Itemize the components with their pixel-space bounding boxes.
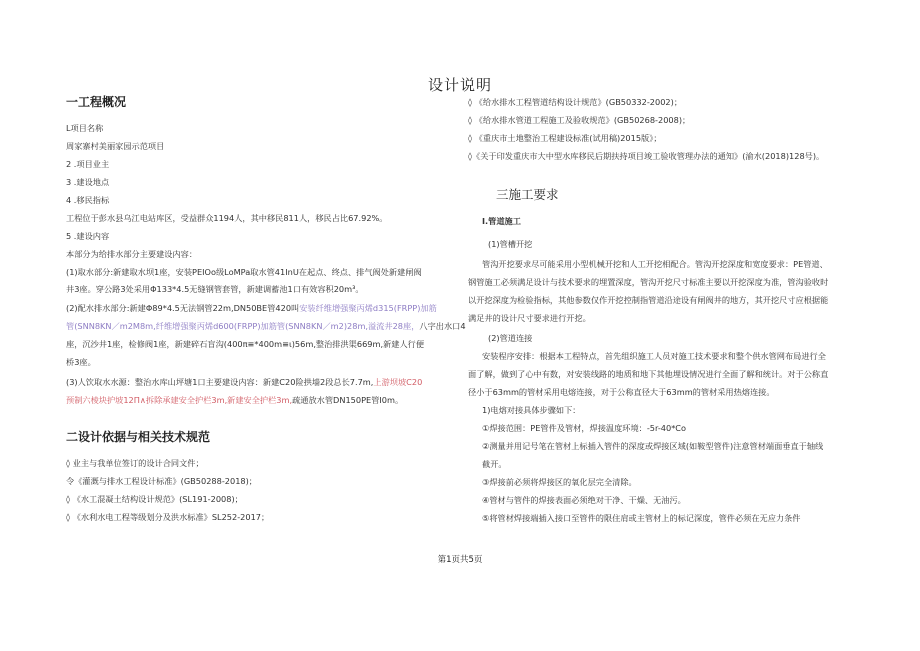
drainage-line2-text: 八字出水口4 (419, 321, 466, 331)
connection-step-continuation: 截开。 (482, 459, 507, 469)
item-location-label: 3 .建设地点 (66, 177, 110, 187)
reference-item: ◊ 《重庆市土地整治工程建设标准(试用稿)2015版》； (468, 133, 662, 143)
paragraph-drainage-line4: 桥3座。 (66, 357, 96, 367)
document-title: 设计说明 (427, 76, 492, 94)
section-heading-overview: 一工程概况 (66, 95, 127, 109)
paragraph-drainage-line3: 座，沉沙井1座，检修阀1座，新建碎石盲沟(400π≡*400m≡ι)56m,整治排洪渠669m,新建人行便 (66, 339, 425, 349)
item-owner-label: 2 .项目业主 (66, 159, 110, 169)
subsection-pipe-construction: I.管道施工 (482, 216, 521, 226)
reference-item: ◊《关于印发重庆市大中型水库移民后期扶持项目竣工验收管理办法的通知》(渝水(2018)128号)。 (468, 151, 825, 161)
reference-item: ◊ 《水工混凝土结构设计规范》(SL191-2008)； (66, 494, 243, 504)
paragraph-drainage-line1 (66, 301, 437, 315)
item-migrant-label: 4 .移民指标 (66, 195, 110, 205)
subsection-trench-excavation: (1)管槽开挖 (488, 239, 533, 249)
paragraph-drinking-water-line1 (66, 375, 422, 389)
item-content-label: 5 .建设内容 (66, 231, 110, 241)
connection-step: ②测量并用记号笔在管材上标插入管件的深度或焊接区域(如鞍型管件)注意管材端面垂直于轴线 (482, 441, 824, 451)
subsection-pipe-connection: (2)管道连接 (488, 333, 533, 343)
connection-steps-intro: 1)电熔对接具体步骤如下： (482, 405, 581, 415)
reference-item: 令《灌溉与排水工程设计标准》(GB50288-2018)； (66, 476, 257, 486)
item-project-name-label: L项目名称 (66, 123, 104, 133)
drainage-line1-text: (2)配水排水部分:新建Φ89*4.5无法钢管22m,DN50BE管420叫 (66, 303, 300, 313)
reference-item: ◊ 《给水排水工程管道结构设计规范》(GB50332-2002)； (468, 97, 683, 107)
reference-item: ◊ 业主与我单位签订的设计合同文件； (66, 458, 204, 468)
excavation-text-line3: 以开挖深度为检验指标，其他参数仅作开挖控制指管道沿途设有闸阀井的地方，其开挖尺寸应根据能 (468, 295, 829, 305)
drinking-water-line2-text: 疏通放水管DN150PE管I0m。 (292, 395, 404, 405)
paragraph-water-intake-line2: 井3座。穿公路3处采用Φ133*4.5无缝钢管套管，新建调蓄池1口有效容积20m³。 (66, 284, 364, 294)
drainage-line2-highlight: 管(SNN8KN／m2M8m,纤维增强聚丙烯d600(FRPP)加筋管(SNN8KN／m2)28m,溢流井28座， (66, 321, 420, 331)
reference-item: ◊ 《给水排水管道工程施工及验收规范》(GB50268-2008)； (468, 115, 691, 125)
excavation-text-line4: 满足井的设计尺寸要求进行开挖。 (468, 313, 591, 323)
section-heading-construction: 三施工要求 (496, 187, 559, 202)
excavation-text-line2: 钢管施工必须满足设计与技术要求的埋置深度，管沟开挖尺寸标准主要以开挖深度为准，管沟验收时 (468, 277, 829, 287)
drainage-line1-highlight: 安装纤维增强聚丙烯d315(FRPP)加筋 (299, 303, 437, 313)
drinking-water-line1-highlight: 上游坝坡C20 (373, 377, 423, 387)
section-heading-design-basis: 二设计依据与相关技术规范 (66, 430, 211, 444)
connection-text-line3: 径小于63mm的管材采用电熔连接，对于公称直径大于63mm的管材采用热熔连接。 (468, 387, 775, 397)
drinking-water-line2-highlight: 预制六棱块护坡12Π∧拆除承建安全护栏3m,新建安全护栏3m, (66, 395, 293, 405)
item-migrant-value: 工程位于彭水县乌江电站库区，受益群众1194人，其中移民811人，移民占比67.92%。 (66, 213, 388, 223)
connection-step: ③焊接前必须将焊接区的氧化层完全清除。 (482, 477, 637, 487)
excavation-text-line1: 管沟开挖要求尽可能采用小型机械开挖和人工开挖相配合。管沟开挖深度和宽度要求：PE管道、 (482, 259, 828, 269)
drinking-water-line1-text: (3)人饮取水水源：整治水库山坪塘1口主要建设内容：新建C20险拱墙2段总长7.7m, (66, 377, 374, 387)
connection-step: ④管材与管件的焊接表面必须绝对干净、干燥、无油污。 (482, 495, 686, 505)
paragraph-drinking-water-line2 (66, 393, 403, 407)
paragraph-water-intake-line1: (1)取水部分:新建取水坝1座，安装PEIOo级LoMPa取水管41InU在起点、终点、排气阀处新建闸阀 (66, 267, 422, 277)
connection-step: ①焊接范围：PE管件及管材，焊接温度环境：-5r-40*Co (482, 423, 687, 433)
item-content-intro: 本部分为给排水部分主要建设内容： (66, 249, 198, 259)
item-project-name-value: 周家寨村美丽家园示范项目 (66, 141, 165, 151)
connection-text-line2: 面了解，做到了心中有数，对安装线路的地质和地下其他埋设情况进行全面了解和统计。对于公称直 (468, 369, 829, 379)
page-number: 第1页共5页 (437, 555, 483, 565)
paragraph-drainage-line2 (66, 319, 466, 333)
connection-text-line1: 安装程序安排：根据本工程特点，首先组织施工人员对施工技术要求和整个供水管网布局进行全 (482, 351, 826, 361)
connection-step: ⑤将管材焊接端插入接口至管件的限住肩或主管材上的标记深度，管件必须在无应力条件 (482, 513, 801, 523)
reference-item: ◊ 《水利水电工程等级划分及洪水标准》SL252-2017； (66, 512, 270, 522)
